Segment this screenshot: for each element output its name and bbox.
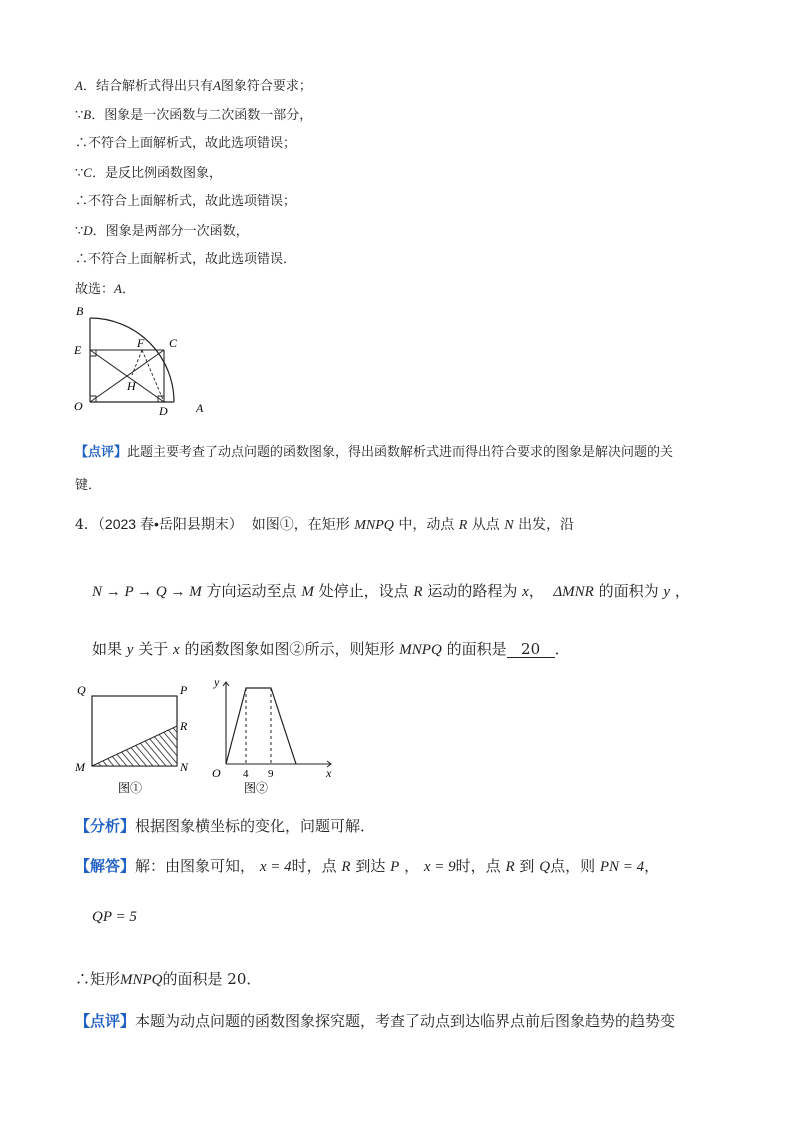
math-mnpq: MNPQ [399,642,442,658]
sol-line-8 [75,280,135,299]
comment-text: 键． [75,478,102,493]
question-4-line-3 [92,640,570,659]
label-x: x [326,766,332,780]
text: ．是反比例函数图象， [91,166,222,181]
text: ， [644,857,660,875]
sol-line-7 [75,251,296,269]
text: 如图①，在矩形 [251,517,350,533]
answer-tag: 【解答】 [75,857,136,875]
sol-line-2 [75,106,312,125]
text: ， [404,857,420,875]
text: 时，点 [291,857,337,875]
text: 图象符合要求； [220,79,312,94]
text: 的面积是 [446,640,507,658]
text: ， [528,582,544,600]
label-f: F [137,336,145,350]
math-mnpq: MNPQ [120,972,163,988]
comment-3-line-2 [75,477,101,495]
caption-figure-1: 图① [118,781,143,795]
text: 点，则 [550,857,596,875]
comment-tag: 【点评】 [75,445,128,460]
sol-line-4 [75,164,222,183]
text: 到达 [355,857,386,875]
text: 方向运动至点 [206,582,297,600]
math-m: M [301,584,314,600]
math-triangle: ΔMNR [553,584,594,600]
text: ∴不符合上面解析式，故此选项错误． [75,252,297,267]
tick-label-4: 4 [243,768,249,780]
label-h: H [127,379,136,393]
comment-text: 本题为动点问题的函数图象探究题，考查了动点到达临界点前后图象趋势的趋势变 [135,1012,676,1030]
question-4-line-2 [92,582,690,601]
analysis-text: 根据图象横坐标的变化，问题可解． [135,817,376,835]
graph-polyline [226,688,296,764]
label-b: B [76,305,84,318]
text: 到 [519,857,535,875]
math-r: R [413,584,423,600]
text: 解：由图象可知， [135,857,256,875]
tick-label-9: 9 [268,768,274,780]
question-4-line-1 [75,515,574,535]
because-symbol: ∵ [75,108,84,123]
math-x: x [173,642,180,658]
label-q: Q [77,683,86,697]
text: 从点 [471,517,500,533]
answer-line-1 [75,857,659,876]
text: 故选： [75,282,115,297]
math-r: R [341,859,351,875]
text: 的面积为 [598,582,659,600]
comment-tag: 【点评】 [75,1012,136,1030]
label-p: P [180,683,188,697]
text: ∴不符合上面解析式，故此选项错误； [75,194,297,209]
math-eq-pn: PN = 4 [599,859,645,875]
text: ∴矩形 [75,970,121,988]
sol-line-1 [75,77,312,96]
text: 的面积是 20． [162,970,262,988]
hatch-fill [92,718,182,768]
option-letter: A [75,78,83,93]
text: 运动的路程为 [427,582,518,600]
math-y: y [126,642,134,658]
text: 出发，沿 [518,517,575,533]
text: 时，点 [455,857,501,875]
math-q: Q [539,859,551,875]
math-n: N [504,518,514,533]
label-c: C [169,336,178,350]
text: ∴不符合上面解析式，故此选项错误； [75,136,297,151]
option-letter: B [83,107,92,122]
comment-3-line-1 [75,444,673,462]
quarter-circle-figure [72,305,222,417]
option-letter: D [83,223,93,238]
function-graph-figure [206,674,341,798]
math-mnpq: MNPQ [354,518,394,533]
math-r: R [458,518,468,533]
text: ． [121,282,135,297]
option-letter: C [83,165,92,180]
math-eq-x9: x = 9 [423,859,456,875]
label-o: O [74,399,83,413]
label-r: R [180,719,188,733]
text: 中，动点 [398,517,455,533]
label-y: y [214,675,220,689]
text: 如果 [92,640,123,658]
text: ． [554,640,570,658]
text: ．图象是一次函数与二次函数一部分， [91,108,313,123]
answer-letter: A [114,281,122,296]
comment-4-line [75,1012,675,1030]
label-origin: O [212,766,221,780]
answer-line-2 [92,907,137,926]
math-p: P [390,859,400,875]
text: 处停止，设点 [318,582,409,600]
label-m: M [75,760,85,774]
conclusion-line [75,970,261,989]
math-eq-qp: QP = 5 [92,909,137,925]
answer-blank: 20 [507,641,555,658]
label-n: N [180,760,189,774]
sol-line-5 [75,193,296,211]
label-a: A [196,401,204,415]
sol-line-3 [75,135,296,153]
math-r: R [505,859,515,875]
text: 关于 [138,640,169,658]
math-x: x [522,584,529,600]
math-y: y [663,584,671,600]
option-letter: A [212,78,221,93]
rectangle-figure [72,678,197,798]
because-symbol: ∵ [75,166,84,181]
label-d: D [159,404,168,417]
label-e: E [74,343,82,357]
text: ．结合解析式得出只有 [82,79,213,94]
analysis-tag: 【分析】 [75,817,136,835]
comment-text: 此题主要考查了动点问题的函数图象，得出函数解析式进而得出符合要求的图象是解决问题的关 [127,445,674,460]
because-symbol: ∵ [75,224,84,239]
math-path: N → P → Q → M [92,584,202,600]
question-number: 4． [75,517,98,533]
question-source: （2023 春•岳阳县期末） [97,516,243,532]
analysis-line [75,817,375,835]
segment-fh [132,350,142,375]
caption-figure-2: 图② [244,781,269,795]
text: ， [674,582,690,600]
math-eq-x4: x = 4 [259,859,292,875]
sol-line-6 [75,222,249,241]
text: ．图象是两部分一次函数， [92,224,249,239]
text: 的函数图象如图②所示，则矩形 [184,640,395,658]
